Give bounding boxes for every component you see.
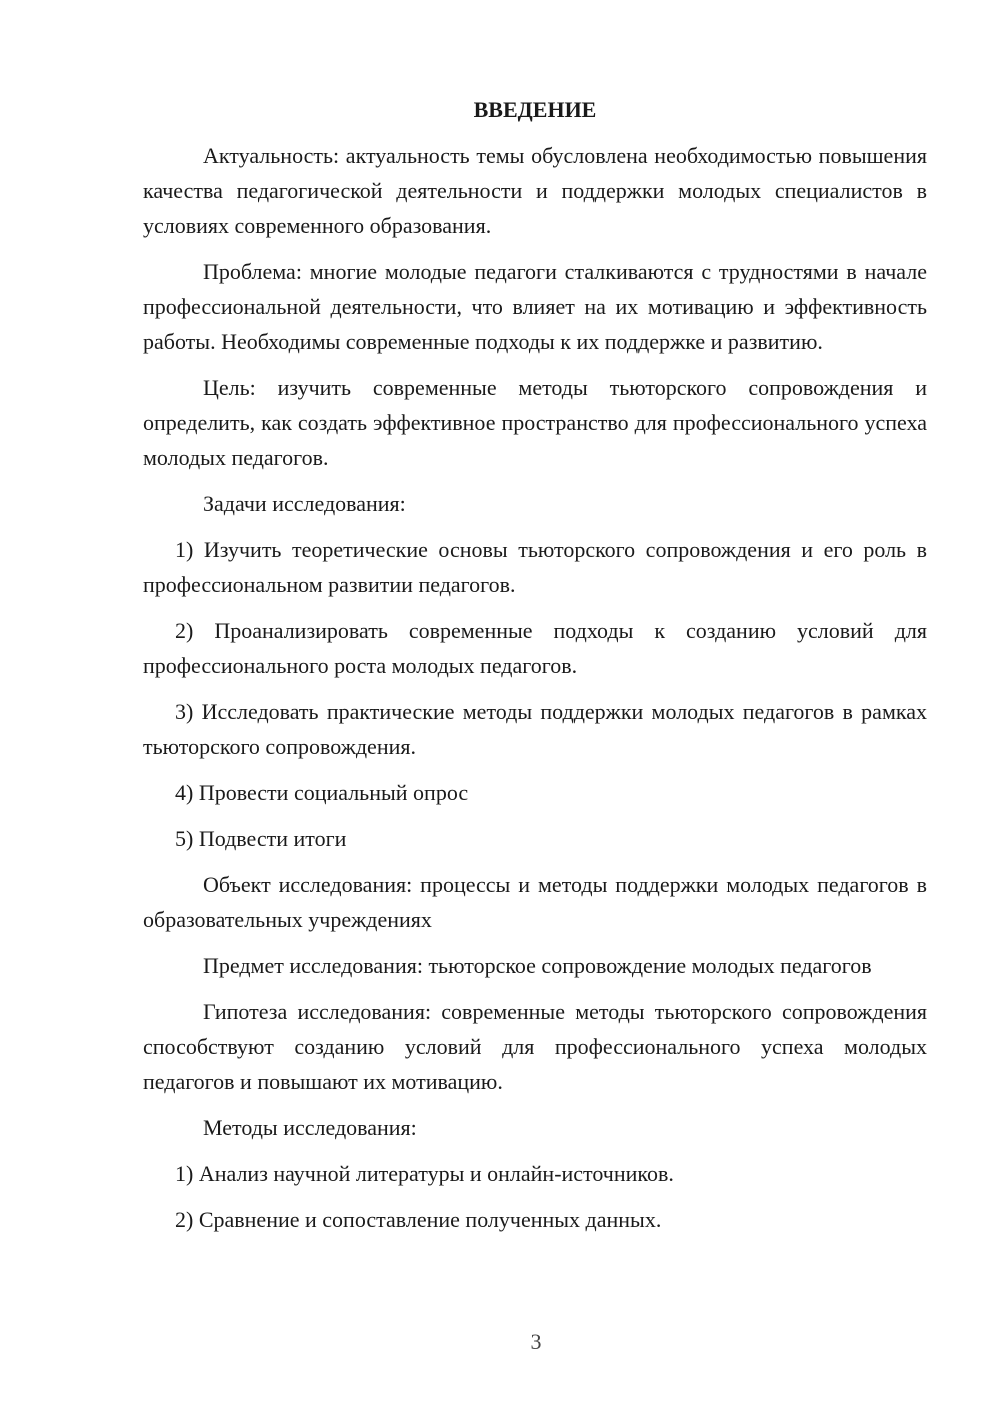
task-item-4: 4) Провести социальный опрос (175, 780, 469, 805)
problem-paragraph: Проблема: многие молодые педагоги сталкиваются с трудностями в начале профессиональной деятельности, что влияет на их мотивацию и эффективность работы. Необходимы современные подходы к их поддержке и развитию. (143, 259, 927, 354)
relevance-paragraph: Актуальность: актуальность темы обусловлена необходимостью повышения качества педагогической деятельности и поддержки молодых специалистов в условиях современного образования. (143, 143, 927, 238)
task-item-1: 1) Изучить теоретические основы тьюторского сопровождения и его роль в профессиональном развитии педагогов. (143, 537, 927, 597)
tasks-heading: Задачи исследования: (203, 491, 406, 516)
hypothesis-paragraph: Гипотеза исследования: современные методы тьюторского сопровождения способствуют созданию условий для профессионального успеха молодых педагогов и повышают их мотивацию. (143, 999, 927, 1094)
subject-paragraph: Предмет исследования: тьюторское сопровождение молодых педагогов (203, 953, 872, 978)
task-item-2: 2) Проанализировать современные подходы к созданию условий для профессионального роста молодых педагогов. (143, 618, 927, 678)
section-title: ВВЕДЕНИЕ (473, 97, 597, 122)
page-content (143, 92, 927, 1248)
page-number: 3 (530, 1329, 542, 1354)
task-item-3: 3) Исследовать практические методы поддержки молодых педагогов в рамках тьюторского сопровождения. (143, 699, 927, 759)
goal-paragraph: Цель: изучить современные методы тьюторского сопровождения и определить, как создать эффективное пространство для профессионального успеха молодых педагогов. (143, 375, 927, 470)
task-item-5: 5) Подвести итоги (175, 826, 347, 851)
methods-heading: Методы исследования: (203, 1115, 417, 1140)
method-item-2: 2) Сравнение и сопоставление полученных данных. (175, 1207, 662, 1232)
object-paragraph: Объект исследования: процессы и методы поддержки молодых педагогов в образовательных учреждениях (143, 872, 927, 932)
method-item-1: 1) Анализ научной литературы и онлайн-источников. (175, 1161, 674, 1186)
